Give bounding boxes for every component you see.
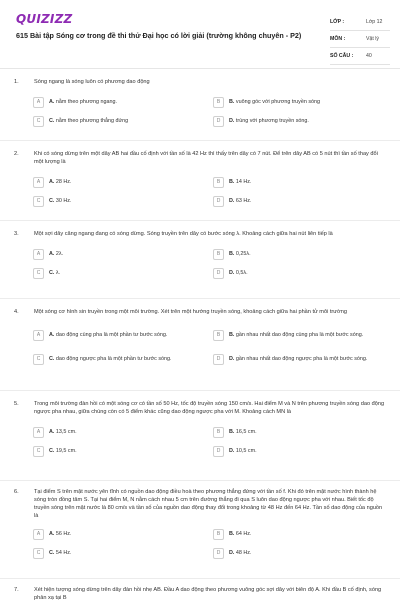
question-divider: [0, 140, 400, 141]
answer-letter: A: [33, 249, 44, 260]
answer-text: 64 Hz.: [235, 530, 252, 537]
answer-letter: D: [213, 116, 224, 127]
answer-letter-bold: D: [229, 447, 233, 454]
answer-letter: C: [33, 116, 44, 127]
answer-dot: .: [52, 331, 55, 338]
answer-letter: A: [33, 529, 44, 540]
answer-text: 56 Hz.: [55, 530, 72, 537]
answer-letter-bold: C: [49, 447, 53, 454]
answer-letter: D: [213, 196, 224, 207]
answer-dot: .: [52, 549, 55, 556]
answer-letter-bold: B: [229, 428, 233, 435]
answer-letter: C: [33, 354, 44, 365]
answer-option[interactable]: [33, 528, 210, 540]
answer-dot: .: [52, 178, 55, 185]
question-4: [14, 308, 390, 375]
question-5: [14, 400, 390, 464]
answer-dot: .: [52, 269, 55, 276]
meta-label: MÔN :: [330, 36, 346, 42]
answer-text: gần nhau nhất dao động cùng pha là một bước sóng.: [235, 331, 364, 338]
answer-letter: C: [33, 196, 44, 207]
meta-row-class: [330, 14, 390, 31]
question-number: 2.: [14, 151, 19, 157]
answer-letter-bold: B: [229, 530, 233, 537]
answer-dot: .: [52, 98, 55, 105]
answer-text: 13,5 cm.: [55, 428, 77, 435]
question-text: Sóng ngang là sóng luôn có phương dao động: [34, 79, 150, 85]
answer-option[interactable]: [213, 248, 390, 260]
answer-text: 2λ.: [55, 250, 64, 257]
meta-label: SỐ CÂU :: [330, 53, 354, 59]
answer-dot: .: [52, 428, 55, 435]
answer-text: 63 Hz.: [235, 197, 252, 204]
answer-letter-bold: A: [49, 98, 53, 105]
answer-option[interactable]: [213, 426, 390, 438]
answer-text: 14 Hz.: [235, 178, 252, 185]
answer-letter-bold: D: [229, 269, 233, 276]
question-divider: [0, 480, 400, 481]
header: [0, 0, 400, 65]
answer-option[interactable]: [33, 195, 210, 207]
answer-letter-bold: B: [229, 250, 233, 257]
question-number: 6.: [14, 489, 19, 495]
header-divider: [0, 68, 400, 69]
answer-letter-bold: D: [229, 197, 233, 204]
question-number: 5.: [14, 401, 19, 407]
question-divider: [0, 298, 400, 299]
answer-letter: A: [33, 330, 44, 341]
answer-text: 30 Hz.: [55, 197, 72, 204]
answer-option[interactable]: [33, 267, 210, 279]
answer-text: 0,25λ.: [235, 250, 251, 257]
question-text: Tại điểm S trên mặt nước yên tĩnh có nguồn dao động điều hoà theo phương thẳng đứng với tần số f. Khi đó trên mặt nước hình thành hệ sóng tròn đồng tâm S. Tại hai điểm M, N nằm cách nhau 5 cm trên đường thẳng đi qua S luôn dao động ngược pha với nhau. Biết tốc độ truyền sóng trên mặt nước là 80 cm/s và tần số của nguồn dao động thay đổi trong khoảng từ 48 Hz đến 64 Hz. Tần số dao động của nguồn là: [34, 489, 383, 519]
question-number: 7.: [14, 587, 19, 593]
answer-option[interactable]: [33, 326, 210, 344]
answer-text: 54 Hz.: [55, 549, 72, 556]
question-number: 3.: [14, 231, 19, 237]
answer-letter-bold: D: [229, 549, 233, 556]
answer-dot: .: [52, 530, 55, 537]
answer-dot: .: [232, 269, 235, 276]
question-number: 4.: [14, 309, 19, 315]
question-number: 1.: [14, 79, 19, 85]
answer-dot: .: [232, 98, 235, 105]
answer-dot: .: [232, 447, 235, 454]
answer-text: 10,5 cm.: [235, 447, 257, 454]
answer-letter-bold: A: [49, 530, 53, 537]
answer-option[interactable]: [213, 547, 390, 559]
answer-option[interactable]: [33, 426, 210, 438]
answer-dot: .: [52, 197, 55, 204]
meta-info: [330, 14, 390, 65]
answer-text: λ.: [55, 269, 61, 276]
answer-text: dao động cùng pha là một phần tư bước sóng.: [55, 331, 168, 338]
answer-dot: .: [232, 331, 235, 338]
answer-option[interactable]: [33, 547, 210, 559]
answer-option[interactable]: [213, 326, 390, 344]
question-divider: [0, 578, 400, 579]
meta-row-subject: [330, 31, 390, 48]
question-divider: [0, 390, 400, 391]
answer-dot: .: [52, 117, 55, 124]
answer-letter: A: [33, 177, 44, 188]
answer-letter-bold: C: [49, 269, 53, 276]
question-text: Một sợi dây căng ngang đang có sóng dừng. Sóng truyền trên dây có bước sóng λ. Khoảng cách giữa hai nút liên tiếp là: [34, 231, 333, 237]
answer-text: dao động ngược pha là một phần tư bước sóng.: [55, 355, 172, 362]
quizizz-logo[interactable]: QUIZIZZ: [16, 12, 73, 26]
answer-letter: C: [33, 446, 44, 457]
answer-letter: D: [213, 446, 224, 457]
answer-text: 48 Hz.: [235, 549, 252, 556]
answer-dot: .: [52, 355, 55, 362]
answer-letter-bold: C: [49, 355, 53, 362]
question-2: [14, 150, 390, 214]
answer-letter-bold: B: [229, 178, 233, 185]
answer-dot: .: [232, 428, 235, 435]
meta-label: LỚP :: [330, 19, 345, 25]
answer-dot: .: [232, 530, 235, 537]
meta-value: 40: [366, 53, 372, 59]
meta-value: Lớp 12: [366, 19, 383, 25]
answer-letter: B: [213, 427, 224, 438]
answer-text: 19,5 cm.: [55, 447, 77, 454]
answer-letter-bold: A: [49, 250, 53, 257]
answer-text: 28 Hz.: [55, 178, 72, 185]
answer-text: gần nhau nhất dao động ngược pha là một bước sóng.: [235, 355, 368, 362]
answer-option[interactable]: [33, 176, 210, 188]
answer-letter: C: [33, 548, 44, 559]
answer-dot: .: [232, 549, 235, 556]
answer-dot: .: [232, 117, 235, 124]
answer-option[interactable]: [213, 267, 390, 279]
answer-letter: B: [213, 529, 224, 540]
answer-option[interactable]: [213, 445, 390, 457]
answer-dot: .: [52, 447, 55, 454]
answer-dot: .: [232, 197, 235, 204]
answer-option[interactable]: [213, 176, 390, 188]
answer-letter: D: [213, 354, 224, 365]
answer-letter: A: [33, 427, 44, 438]
answer-dot: .: [232, 355, 235, 362]
answer-dot: .: [232, 178, 235, 185]
answer-letter: B: [213, 249, 224, 260]
answer-letter-bold: C: [49, 117, 53, 124]
answer-text: 16,5 cm.: [235, 428, 257, 435]
answer-option[interactable]: [213, 195, 390, 207]
question-text: Xét hiện tượng sóng dừng trên dây đàn hồi nhẹ AB. Đầu A dao động theo phương vuông góc sợi dây với biên độ A. Khi đầu B cố định, sóng phản xạ tại B: [34, 587, 382, 601]
answer-letter: B: [213, 97, 224, 108]
answer-option[interactable]: [213, 528, 390, 540]
answer-option[interactable]: [213, 96, 390, 108]
answer-letter: B: [213, 177, 224, 188]
answer-letter: D: [213, 548, 224, 559]
answer-letter-bold: A: [49, 331, 53, 338]
answer-letter-bold: D: [229, 355, 233, 362]
answer-letter-bold: A: [49, 428, 53, 435]
question-text: Khi có sóng dừng trên một dây AB hai đầu cố định với tần số là 42 Hz thì thấy trên dây có 7 nút. Để trên dây AB có 5 nút thì tần số thay đổi một lượng là: [34, 151, 378, 165]
answer-letter-bold: C: [49, 197, 53, 204]
answer-option[interactable]: [213, 350, 390, 368]
answer-dot: .: [52, 250, 55, 257]
question-6: [14, 488, 390, 566]
answer-option[interactable]: [33, 350, 210, 368]
answer-text: vuông góc với phương truyền sóng: [235, 98, 321, 105]
answer-letter: B: [213, 330, 224, 341]
meta-row-count: [330, 48, 390, 65]
question-text: Trong môi trường đàn hồi có một sóng cơ có tần số 50 Hz, tốc độ truyền sóng 150 cm/s. Hai điểm M và N trên phương truyền sóng dao động ngược pha nhau, giữa chúng còn có 5 điểm khác cũng dao động ngược pha với M. Khoảng cách MN là: [34, 401, 385, 415]
answer-letter: C: [33, 268, 44, 279]
answer-option[interactable]: [33, 96, 210, 108]
answer-dot: .: [232, 250, 235, 257]
meta-value: Vật lý: [366, 36, 379, 42]
answer-option[interactable]: [213, 115, 390, 127]
answer-letter: D: [213, 268, 224, 279]
answer-letter-bold: B: [229, 331, 233, 338]
answer-letter-bold: C: [49, 549, 53, 556]
answer-text: 0,5λ.: [235, 269, 248, 276]
answer-option[interactable]: [33, 445, 210, 457]
question-text: Một sóng cơ hình sin truyền trong một môi trường. Xét trên một hướng truyền sóng, khoảng cách giữa hai phần tử môi trường: [34, 309, 347, 315]
answer-option[interactable]: [33, 115, 210, 127]
answer-letter-bold: D: [229, 117, 233, 124]
answer-letter: A: [33, 97, 44, 108]
question-1: [14, 78, 390, 134]
page-title: 615 Bài tập Sóng cơ trong đề thi thử Đại học có lời giải (trường không chuyên - P2): [16, 31, 302, 40]
answer-letter-bold: A: [49, 178, 53, 185]
answer-text: nằm theo phương thẳng đứng: [55, 117, 129, 124]
answer-option[interactable]: [33, 248, 210, 260]
answer-text: trùng với phương truyền sóng.: [235, 117, 309, 124]
question-3: [14, 230, 390, 286]
question-divider: [0, 220, 400, 221]
answer-text: nằm theo phương ngang.: [55, 98, 118, 105]
answer-letter-bold: B: [229, 98, 233, 105]
